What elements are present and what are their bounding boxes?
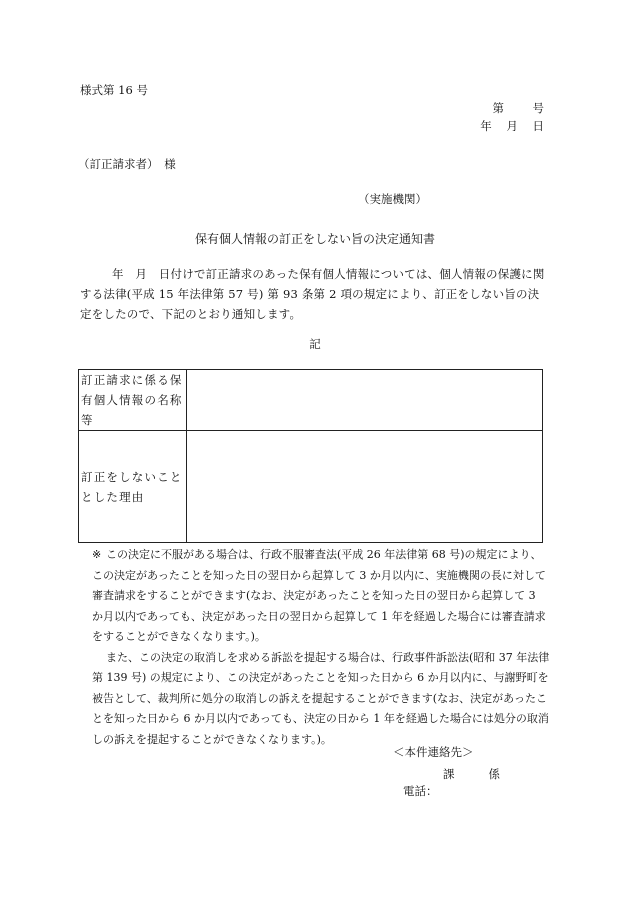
contact-kakari: 係 [488, 767, 500, 781]
row2-label: 訂正をしないこととした理由 [79, 431, 187, 543]
document-number-prefix: 第 [492, 101, 504, 115]
issuer: （実施機関） [358, 192, 427, 206]
row1-value [187, 370, 543, 431]
row2-value [187, 431, 543, 543]
table-row [79, 370, 543, 431]
recipient: （訂正請求者） 様 [78, 157, 176, 171]
notes [80, 545, 550, 750]
row1-label: 訂正請求に係る保有個人情報の名称等 [79, 370, 187, 431]
contact-ka: 課 [443, 767, 455, 781]
date-day: 日 [532, 119, 544, 133]
contact-heading: ＜本件連絡先＞ [393, 745, 474, 759]
document-title: 保有個人情報の訂正をしない旨の決定通知書 [194, 232, 435, 246]
ki-heading: 記 [309, 337, 321, 351]
table-row [79, 431, 543, 543]
body-text: 年 月 日付けで訂正請求のあった保有個人情報については、個人情報の保護に関する法律(平成 15 年法律第 57 号) 第 93 条第 2 項の規定により、訂正をしない旨の決定をしたので、下記のとおり通知します。 [80, 267, 545, 321]
note-paragraph-2-text: また、この決定の取消しを求める訴訟を提起する場合は、行政事件訴訟法(昭和 37 年法律第 139 号) の規定により、この決定があったことを知った日から 6 か月以内に、与謝野町を被告として、裁判所に処分の取消しの訴えを提起することができます(なお、決定があったことを知った日から 6 か月以内であっても、決定の日から 1 年を経過した場合には処分の取消しの訴えを提起することができなくなります。)。 [92, 650, 550, 746]
contact-department [443, 766, 500, 782]
note-mark: ※ [92, 548, 102, 561]
document-number-suffix: 号 [532, 101, 544, 115]
note-paragraph-1 [80, 545, 550, 648]
contact-tel: 電話： [403, 784, 438, 798]
detail-table [78, 369, 543, 543]
document-number [493, 100, 545, 116]
date-month: 月 [506, 119, 518, 133]
form-number: 様式第 16 号 [80, 83, 148, 97]
document-date [480, 118, 544, 134]
note-paragraph-1-text: この決定に不服がある場合は、行政不服審査法(平成 26 年法律第 68 号)の規定により、この決定があったことを知った日の翌日から起算して 3 か月以内に、実施機関の長に対して審査請求をすることができます(なお、決定があったことを知った日の翌日から起算して 3 か月以内であっても、決定があった日の翌日から起算して 1 年を経過した場合には審査請求をすることができなくなります。)。 [92, 548, 546, 643]
date-year: 年 [480, 119, 492, 133]
note-paragraph-2 [80, 648, 550, 751]
